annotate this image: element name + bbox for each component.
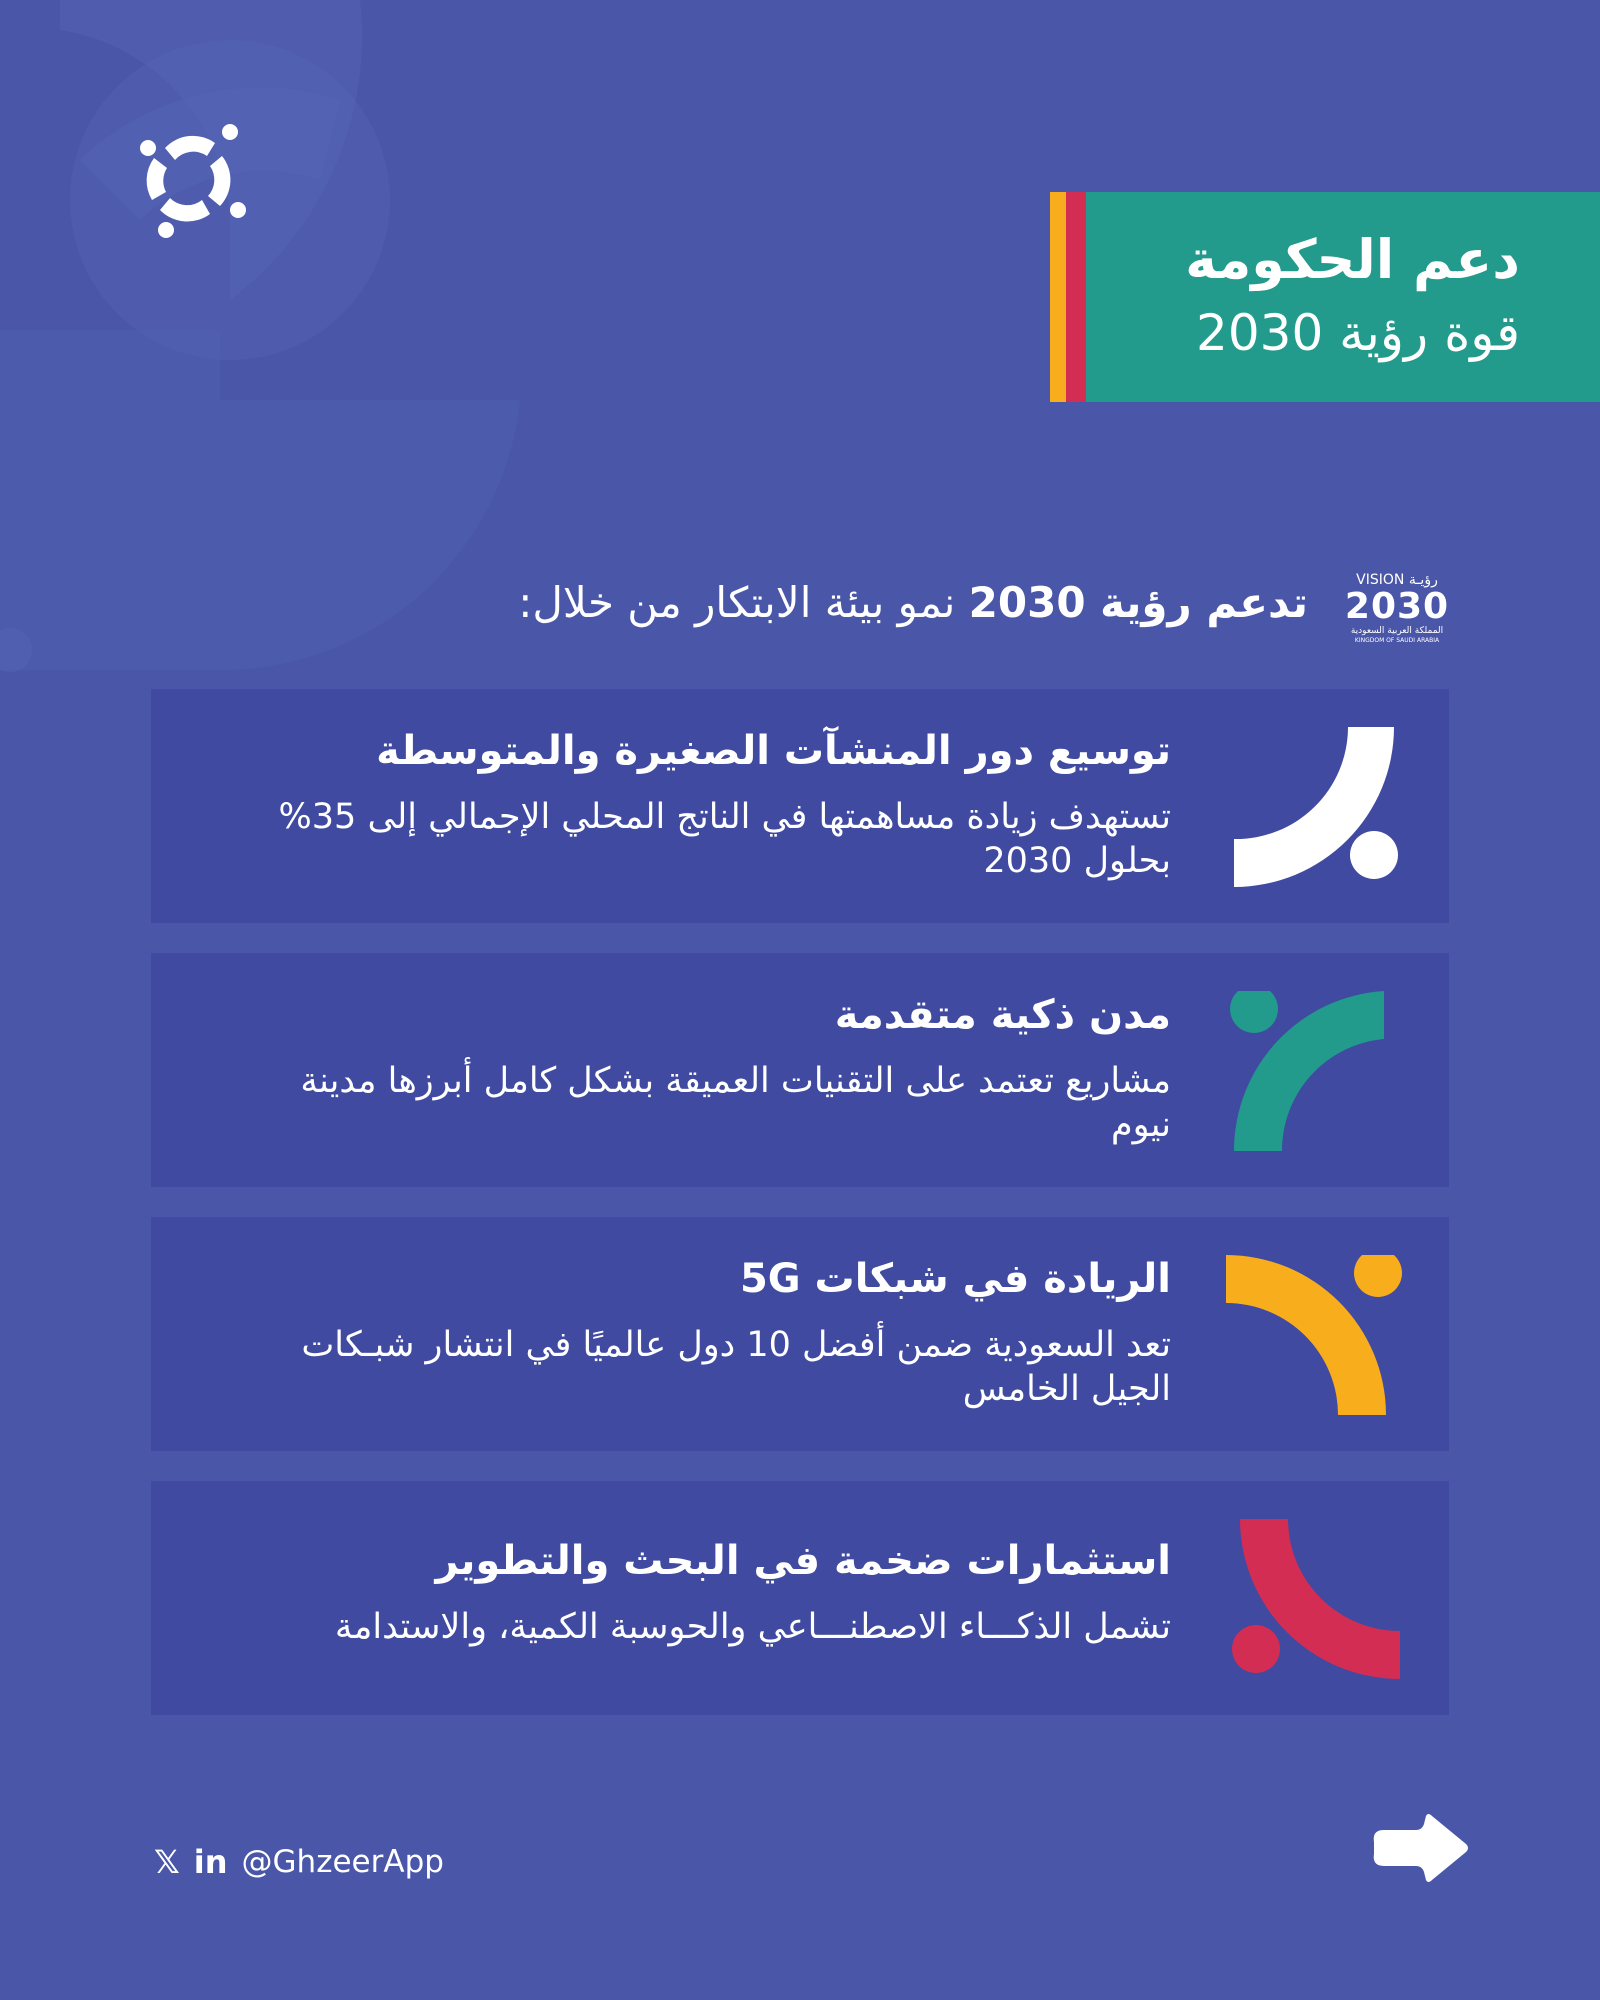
x-icon[interactable]: 𝕏: [154, 1843, 180, 1881]
vision-logo-arabic: المملكة العربية السعودية: [1350, 626, 1444, 636]
header-banner: [1050, 192, 1600, 402]
card-desc-line: نيوم: [1110, 1105, 1171, 1145]
intro-prefix: تدعم رؤية 2030: [968, 578, 1308, 627]
card-desc-line: تشمل الذكـــاء الاصطنـــاعي والحوسبة الكمية، والاستدامة: [334, 1607, 1171, 1647]
card-description: [211, 1605, 1171, 1649]
card-title: استثمارات ضخمة في البحث والتطوير: [435, 1538, 1171, 1584]
vision-logo-english: KINGDOM OF SAUDI ARABIA: [1354, 637, 1440, 644]
ghzeer-logo-icon: [130, 118, 250, 238]
card-title: توسيع دور المنشآت الصغيرة والمتوسطة: [376, 728, 1171, 774]
card-desc-line: الجيل الخامس: [962, 1369, 1171, 1409]
card-desc-line: بحلول 2030: [983, 841, 1171, 881]
card-desc-line: تستهدف زيادة مساهمتها في الناتج المحلي الإجمالي إلى 35%: [278, 797, 1171, 837]
card-title: الريادة في شبكات 5G: [739, 1256, 1171, 1302]
card-text: [211, 989, 1171, 1147]
header-panel: [1086, 192, 1600, 402]
card-text: [211, 1253, 1171, 1411]
red-arc-dot-icon: [1226, 1519, 1406, 1679]
card-desc-line: تعد السعودية ضمن أفضل 10 دول عالميًا في انتشار شبـكات: [301, 1325, 1171, 1365]
vision-logo-number: 2030: [1344, 586, 1450, 627]
yellow-arc-dot-icon: [1226, 1255, 1406, 1415]
social-handle[interactable]: @GhzeerApp: [241, 1844, 444, 1880]
card-description: [211, 1059, 1171, 1147]
red-stripe: [1066, 192, 1086, 402]
card-desc-line: مشاريع تعتمد على التقنيات العميقة بشكل كامل أبرزها مدينة: [300, 1061, 1171, 1101]
feature-card-rnd: [151, 1481, 1449, 1715]
feature-card-sme: [151, 689, 1449, 923]
card-description: [211, 1323, 1171, 1411]
white-arc-dot-icon: [1226, 727, 1406, 887]
footer-social: [154, 1840, 444, 1884]
next-arrow-icon[interactable]: [1370, 1812, 1470, 1884]
header-subtitle: قوة رؤية 2030: [1196, 303, 1520, 362]
linkedin-icon[interactable]: in: [193, 1843, 228, 1881]
header-title: دعم الحكومة: [1185, 228, 1520, 292]
card-text: [211, 725, 1171, 883]
feature-card-smart-cities: [151, 953, 1449, 1187]
intro-text: [408, 578, 1308, 627]
card-text: [211, 1535, 1171, 1649]
teal-arc-dot-icon: [1226, 991, 1406, 1151]
feature-card-5g: [151, 1217, 1449, 1451]
vision-logo-top: VISION رؤيـة: [1356, 572, 1438, 588]
yellow-stripe: [1050, 192, 1066, 402]
vision-2030-logo: [1338, 572, 1456, 648]
intro-suffix: نمو بيئة الابتكار من خلال:: [518, 578, 969, 627]
card-description: [211, 795, 1171, 883]
card-title: مدن ذكية متقدمة: [834, 992, 1171, 1038]
